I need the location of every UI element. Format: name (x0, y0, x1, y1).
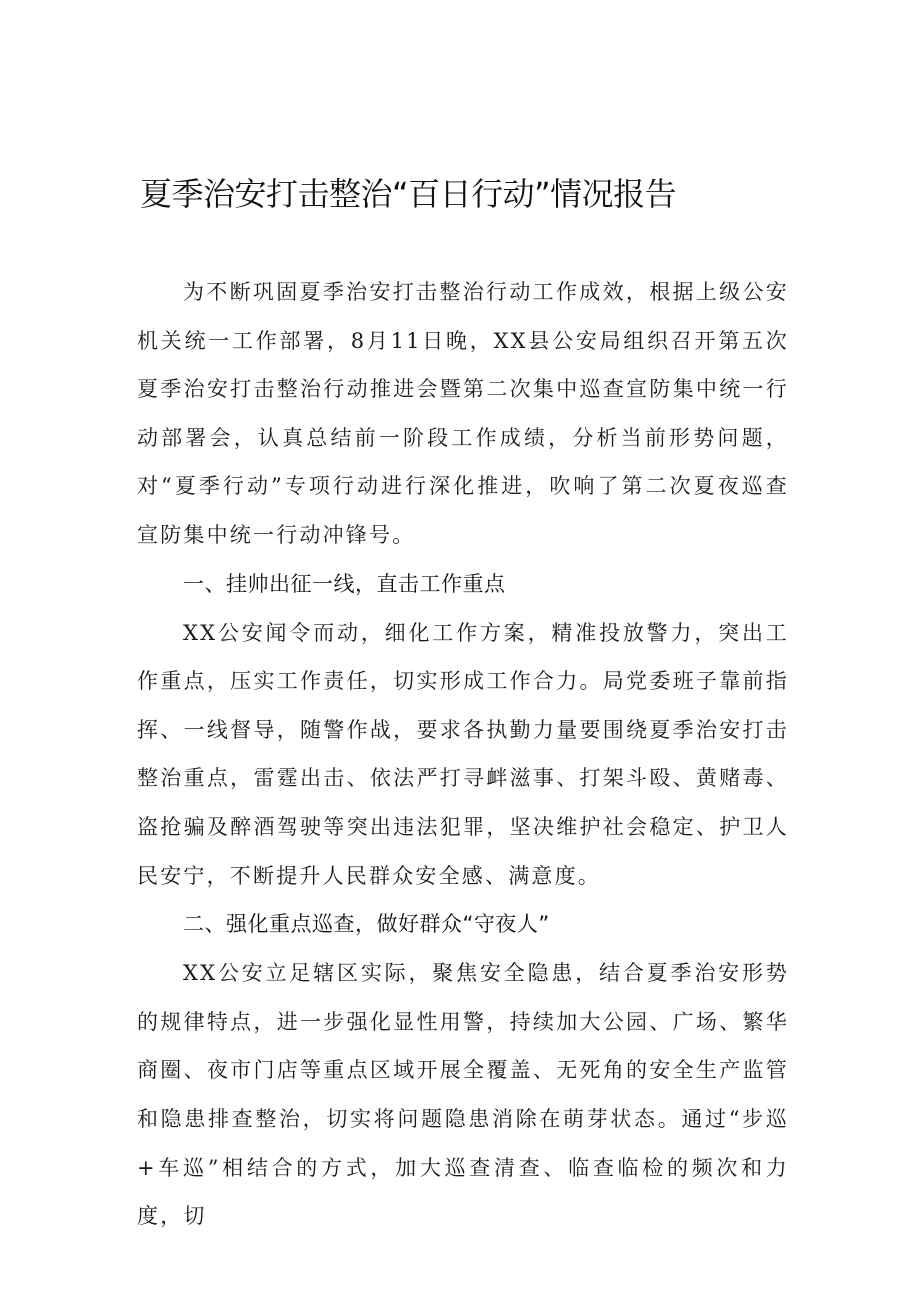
paragraph-intro: 为不断巩固夏季治安打击整治行动工作成效，根据上级公安机关统一工作部署，8月11日晚，XX县公安局组织召开第五次夏季治安打击整治行动推进会暨第二次集中巡查宣防集中统一行动部署会，认真总结前一阶段工作成绩，分析当前形势问题，对“夏季行动”专项行动进行深化推进，吹响了第二次夏夜巡查宣防集中统一行动冲锋号。 (137, 280, 789, 547)
paragraph-section-2: XX公安立足辖区实际，聚焦安全隐患，结合夏季治安形势的规律特点，进一步强化显性用警，持续加大公园、广场、繁华商圈、夜市门店等重点区域开展全覆盖、无死角的安全生产监管和隐患排查整治，切实将问题隐患消除在萌芽状态。通过“步巡+车巡”相结合的方式，加大巡查清查、临查临检的频次和力度，切 (137, 961, 789, 1229)
paragraph-section-1: XX公安闻令而动，细化工作方案，精准投放警力，突出工作重点，压实工作责任，切实形成工作合力。局党委班子靠前指挥、一线督导，随警作战，要求各执勤力量要围绕夏季治安打击整治重点，雷霆出击、依法严打寻衅滋事、打架斗殴、黄赌毒、盗抢骗及醉酒驾驶等突出违法犯罪，坚决维护社会稳定、护卫人民安宁，不断提升人民群众安全感、满意度。 (137, 620, 789, 888)
document-body (137, 268, 789, 1241)
section-heading-2: 二、强化重点巡查，做好群众“守夜人” (183, 912, 550, 937)
section-heading-1: 一、挂帅出征一线，直击工作重点 (183, 571, 506, 596)
document-title: 夏季治安打击整治“百日行动”情况报告 (140, 175, 677, 213)
